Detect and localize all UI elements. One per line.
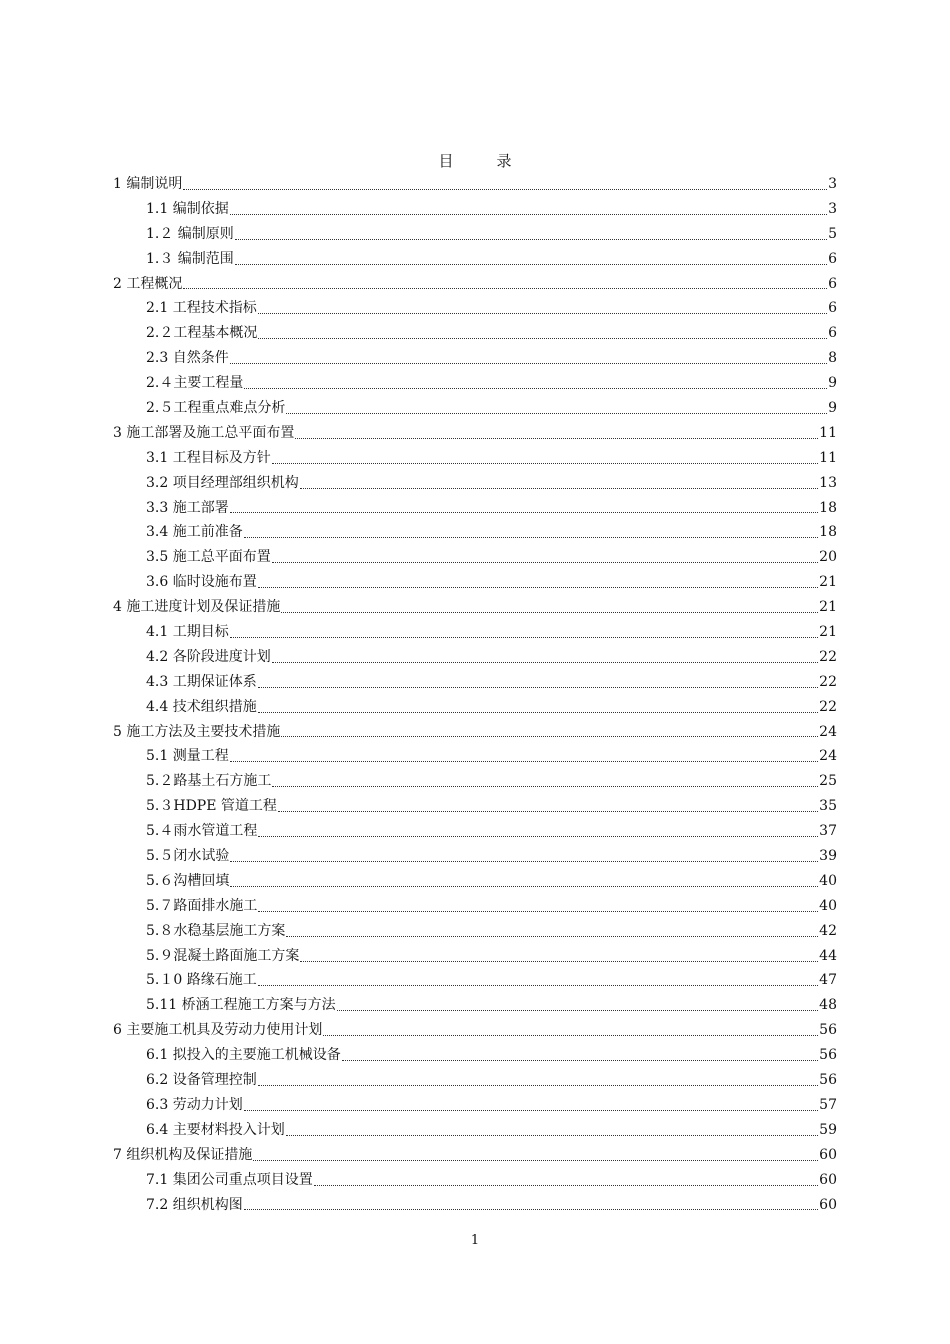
toc-dot-leader xyxy=(337,1009,819,1011)
toc-entry-title: 6.1 拟投入的主要施工机械设备 xyxy=(146,1047,341,1064)
toc-entry-page: 9 xyxy=(828,375,837,392)
toc-entry[interactable] xyxy=(113,944,837,969)
toc-entry-page: 56 xyxy=(819,1047,837,1064)
toc-entry-page: 13 xyxy=(819,474,837,491)
toc-entry-page: 11 xyxy=(819,449,837,466)
toc-entry-page: 6 xyxy=(828,250,837,267)
toc-entry-page: 37 xyxy=(819,823,837,840)
toc-entry[interactable] xyxy=(113,396,837,421)
toc-entry[interactable] xyxy=(113,595,837,620)
toc-entry-title: 5.９混凝土路面施工方案 xyxy=(146,947,300,964)
toc-entry[interactable] xyxy=(113,620,837,645)
toc-entry-title: 7.1 集团公司重点项目设置 xyxy=(146,1171,313,1188)
toc-entry-page: 3 xyxy=(828,175,837,192)
toc-entry-title: 5 施工方法及主要技术措施 xyxy=(113,723,281,740)
toc-entry-title: 7 组织机构及保证措施 xyxy=(113,1146,253,1163)
toc-entry-page: 40 xyxy=(819,872,837,889)
toc-entry-page: 48 xyxy=(819,997,837,1014)
toc-entry-page: 44 xyxy=(819,947,837,964)
toc-entry[interactable] xyxy=(113,371,837,396)
toc-entry-page: 24 xyxy=(819,748,837,765)
toc-entry-page: 39 xyxy=(819,848,837,865)
toc-entry[interactable] xyxy=(113,1043,837,1068)
toc-entry[interactable] xyxy=(113,1093,837,1118)
toc-entry-title: 2.２工程基本概况 xyxy=(146,325,258,342)
toc-entry-page: 60 xyxy=(819,1196,837,1213)
toc-entry-page: 22 xyxy=(819,698,837,715)
toc-entry[interactable] xyxy=(113,272,837,297)
toc-entry[interactable] xyxy=(113,695,837,720)
toc-entry-page: 8 xyxy=(828,350,837,367)
toc-entry-title: 2 工程概况 xyxy=(113,275,183,292)
toc-dot-leader xyxy=(272,561,818,563)
toc-entry-page: 22 xyxy=(819,673,837,690)
toc-dot-leader xyxy=(272,462,818,464)
toc-entry[interactable] xyxy=(113,869,837,894)
toc-entry-page: 20 xyxy=(819,549,837,566)
toc-entry[interactable] xyxy=(113,894,837,919)
toc-entry[interactable] xyxy=(113,520,837,545)
toc-entry-title: 5.５闭水试验 xyxy=(146,848,230,865)
toc-entry[interactable] xyxy=(113,172,837,197)
toc-entry[interactable] xyxy=(113,471,837,496)
toc-entry-page: 47 xyxy=(819,972,837,989)
toc-entry[interactable] xyxy=(113,446,837,471)
toc-entry-page: 35 xyxy=(819,798,837,815)
toc-entry[interactable] xyxy=(113,645,837,670)
toc-dot-leader xyxy=(253,1159,818,1161)
toc-entry-page: 6 xyxy=(828,300,837,317)
toc-dot-leader xyxy=(230,760,818,762)
toc-dot-leader xyxy=(272,661,818,663)
toc-entry-title: 3.2 项目经理部组织机构 xyxy=(146,474,299,491)
toc-entry-title: 5.３HDPE 管道工程 xyxy=(146,798,277,815)
toc-dot-leader xyxy=(235,238,827,240)
toc-dot-leader xyxy=(286,1134,818,1136)
toc-entry[interactable] xyxy=(113,1068,837,1093)
toc-entry-title: 5.２路基土石方施工 xyxy=(146,773,272,790)
toc-dot-leader xyxy=(272,785,818,787)
toc-entry-title: 5.11 桥涵工程施工方案与方法 xyxy=(146,997,336,1014)
toc-entry[interactable] xyxy=(113,570,837,595)
toc-dot-leader xyxy=(286,412,827,414)
toc-entry-page: 9 xyxy=(828,400,837,416)
toc-entry-page: 59 xyxy=(819,1121,837,1138)
toc-dot-leader xyxy=(244,1208,818,1210)
toc-entry-page: 21 xyxy=(819,574,837,591)
toc-entry-page: 56 xyxy=(819,1022,837,1039)
toc-entry-page: 25 xyxy=(819,773,837,790)
toc-entry[interactable] xyxy=(113,496,837,521)
toc-dot-leader xyxy=(230,213,827,215)
toc-entry-title: 1.３ 编制范围 xyxy=(146,250,234,267)
toc-dot-leader xyxy=(314,1184,818,1186)
toc-entry-title: 7.2 组织机构图 xyxy=(146,1196,243,1213)
toc-entry-page: 57 xyxy=(819,1096,837,1113)
toc-entry[interactable] xyxy=(113,545,837,570)
toc-entry[interactable] xyxy=(113,794,837,819)
toc-entry-title: 2.1 工程技术指标 xyxy=(146,300,257,317)
toc-entry-title: 5.４雨水管道工程 xyxy=(146,823,258,840)
toc-entry[interactable] xyxy=(113,1118,837,1143)
toc-dot-leader xyxy=(258,835,818,837)
toc-entry-page: 18 xyxy=(819,499,837,516)
toc-dot-leader xyxy=(300,960,818,962)
toc-dot-leader xyxy=(258,337,827,339)
page-number: 1 xyxy=(470,1233,480,1248)
toc-entry-page: 24 xyxy=(819,723,837,740)
toc-dot-leader xyxy=(323,1034,818,1036)
toc-list xyxy=(113,172,837,1217)
toc-entry[interactable] xyxy=(113,197,837,222)
toc-entry[interactable] xyxy=(113,670,837,695)
toc-entry[interactable] xyxy=(113,346,837,371)
toc-entry-page: 60 xyxy=(819,1171,837,1188)
toc-dot-leader xyxy=(244,387,827,389)
toc-entry[interactable] xyxy=(113,1168,837,1193)
toc-dot-leader xyxy=(295,437,818,439)
toc-dot-leader xyxy=(244,536,818,538)
toc-entry-page: 5 xyxy=(828,225,837,242)
toc-entry-page: 56 xyxy=(819,1072,837,1089)
toc-entry[interactable] xyxy=(113,993,837,1018)
toc-dot-leader xyxy=(281,735,818,737)
toc-dot-leader xyxy=(258,984,818,986)
toc-entry[interactable] xyxy=(113,969,837,994)
toc-dot-leader xyxy=(258,686,818,688)
toc-dot-leader xyxy=(230,511,818,513)
toc-entry-title: 6.4 主要材料投入计划 xyxy=(146,1121,285,1138)
toc-entry[interactable] xyxy=(113,1018,837,1043)
toc-entry-title: 5.６沟槽回填 xyxy=(146,872,230,889)
toc-entry-page: 40 xyxy=(819,897,837,914)
toc-dot-leader xyxy=(281,611,818,613)
toc-dot-leader xyxy=(235,263,827,265)
toc-entry-title: 2.４主要工程量 xyxy=(146,375,244,392)
toc-entry-title: 3.1 工程目标及方针 xyxy=(146,449,271,466)
toc-entry-title: 3.3 施工部署 xyxy=(146,499,229,516)
toc-dot-leader xyxy=(342,1059,818,1061)
toc-entry-title: 5.1 测量工程 xyxy=(146,748,229,765)
toc-entry-page: 21 xyxy=(819,624,837,641)
toc-dot-leader xyxy=(183,287,827,289)
toc-entry-title: 6 主要施工机具及劳动力使用计划 xyxy=(113,1022,323,1039)
toc-entry[interactable] xyxy=(113,720,837,745)
toc-entry[interactable] xyxy=(113,296,837,321)
toc-entry-title: 1.２ 编制原则 xyxy=(146,225,234,242)
toc-dot-leader xyxy=(258,312,827,314)
toc-dot-leader xyxy=(258,910,818,912)
toc-dot-leader xyxy=(286,935,818,937)
toc-dot-leader xyxy=(183,188,827,190)
toc-entry-page: 42 xyxy=(819,922,837,939)
toc-entry[interactable] xyxy=(113,844,837,869)
toc-entry-page: 11 xyxy=(819,424,837,441)
toc-entry-page: 22 xyxy=(819,648,837,665)
toc-entry[interactable] xyxy=(113,919,837,944)
toc-entry-title: 3.6 临时设施布置 xyxy=(146,574,257,591)
toc-entry-title: 5.１0 路缘石施工 xyxy=(146,972,257,989)
toc-entry-page: 3 xyxy=(828,200,837,217)
toc-entry-page: 21 xyxy=(819,599,837,616)
toc-entry-title: 6.3 劳动力计划 xyxy=(146,1096,243,1113)
toc-entry[interactable] xyxy=(113,819,837,844)
toc-entry-title: 5.８水稳基层施工方案 xyxy=(146,922,286,939)
toc-entry-page: 6 xyxy=(828,275,837,292)
toc-entry-title: 4.1 工期目标 xyxy=(146,624,229,641)
toc-entry[interactable] xyxy=(113,1143,837,1168)
toc-dot-leader xyxy=(230,362,827,364)
toc-entry-title: 4.2 各阶段进度计划 xyxy=(146,648,271,665)
toc-title: 目 录 xyxy=(438,152,526,170)
toc-entry-title: 3.4 施工前准备 xyxy=(146,524,243,541)
toc-entry-page: 18 xyxy=(819,524,837,541)
toc-entry[interactable] xyxy=(113,321,837,346)
toc-entry-title: 1 编制说明 xyxy=(113,175,183,192)
toc-dot-leader xyxy=(300,487,818,489)
toc-entry[interactable] xyxy=(113,769,837,794)
toc-entry[interactable] xyxy=(113,1193,837,1218)
toc-dot-leader xyxy=(230,636,818,638)
toc-entry-title: 6.2 设备管理控制 xyxy=(146,1072,257,1089)
toc-dot-leader xyxy=(230,885,818,887)
toc-entry-title: 4.4 技术组织措施 xyxy=(146,698,257,715)
toc-dot-leader xyxy=(230,860,818,862)
toc-dot-leader xyxy=(258,586,818,588)
toc-entry[interactable] xyxy=(113,744,837,769)
toc-entry-title: 2.3 自然条件 xyxy=(146,350,229,367)
toc-entry-title: 5.７路面排水施工 xyxy=(146,897,258,914)
toc-entry-title: 3.5 施工总平面布置 xyxy=(146,549,271,566)
toc-entry-title: 4 施工进度计划及保证措施 xyxy=(113,599,281,616)
toc-entry[interactable] xyxy=(113,421,837,446)
toc-dot-leader xyxy=(258,1084,818,1086)
toc-dot-leader xyxy=(258,711,818,713)
toc-entry[interactable] xyxy=(113,247,837,272)
toc-entry-title: 4.3 工期保证体系 xyxy=(146,673,257,690)
toc-entry-title: 3 施工部署及施工总平面布置 xyxy=(113,424,295,441)
toc-dot-leader xyxy=(278,810,818,812)
toc-entry[interactable] xyxy=(113,222,837,247)
toc-entry-title: 1.1 编制依据 xyxy=(146,200,229,217)
toc-entry-page: 6 xyxy=(828,325,837,342)
toc-entry-title: 2.５工程重点难点分析 xyxy=(146,400,286,416)
toc-entry-page: 60 xyxy=(819,1146,837,1163)
toc-dot-leader xyxy=(244,1109,818,1111)
